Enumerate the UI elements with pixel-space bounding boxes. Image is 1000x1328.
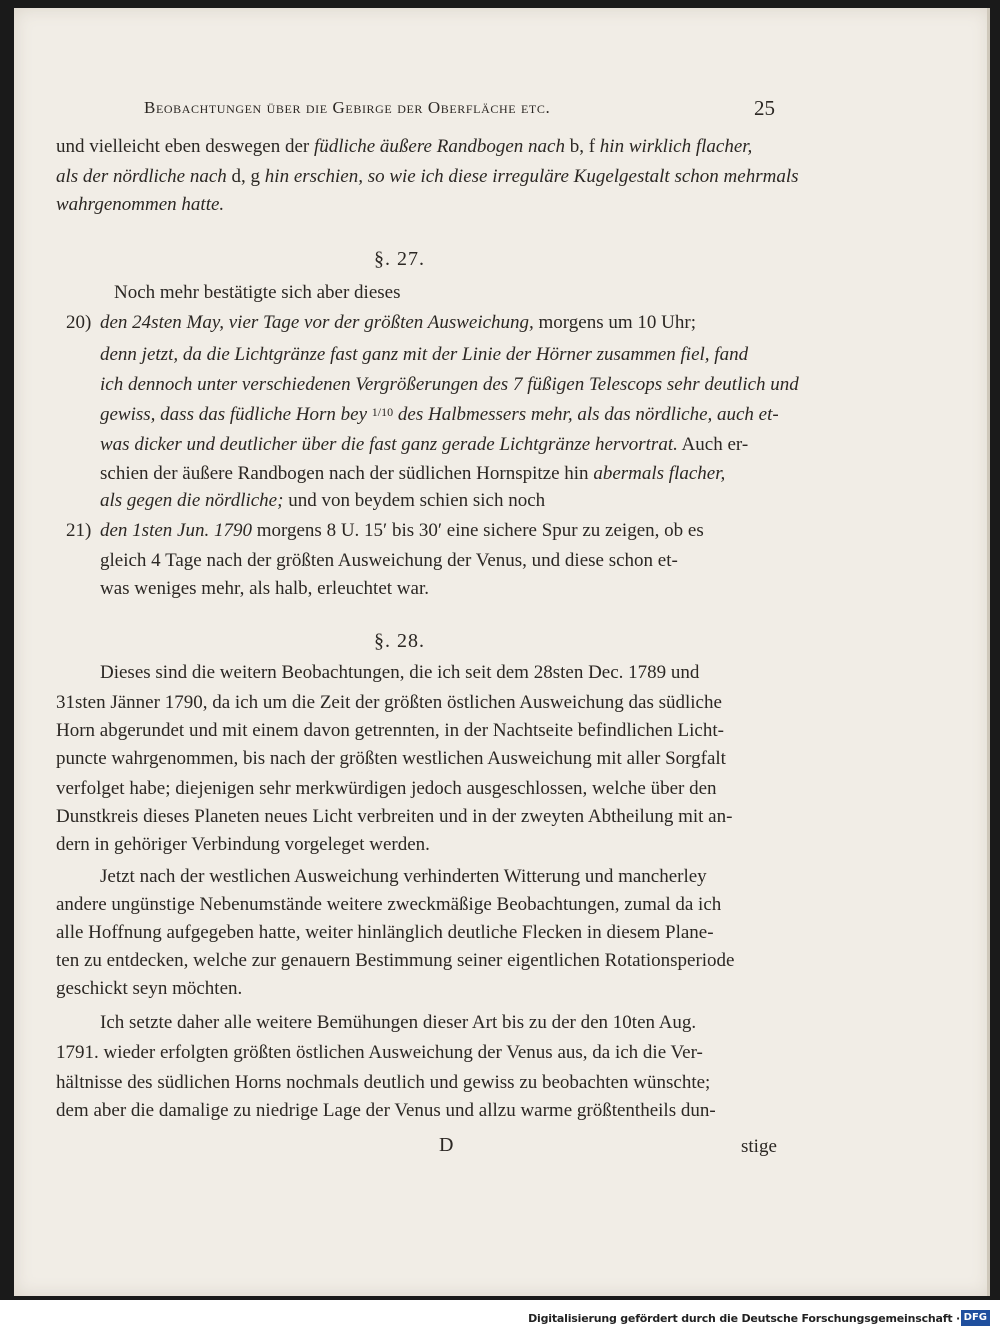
text-line	[100, 434, 980, 456]
page-edge	[987, 8, 990, 1296]
page-number: 25	[754, 96, 775, 120]
text-run: Auch er-	[677, 434, 749, 455]
text-run: und von beydem schien sich noch	[283, 490, 546, 511]
text-line: Jetzt nach der westlichen Ausweichung verhinderten Witterung und mancherley	[100, 866, 707, 887]
text-line	[100, 463, 980, 485]
text-line: verfolget habe; diejenigen sehr merkwürdigen jedoch ausgeschlossen, welche über den	[56, 778, 717, 799]
text-line: 1791. wieder erfolgten größten östlichen Ausweichung der Venus aus, da ich die Ver-	[56, 1042, 703, 1063]
text-line	[56, 136, 936, 158]
text-run: den 24sten May, vier Tage vor der größten Ausweichung,	[100, 312, 534, 333]
text-line: Noch mehr bestätigte sich aber dieses	[114, 282, 401, 303]
credit-text: Digitalisierung gefördert durch die Deutsche Forschungsgemeinschaft ·	[528, 1312, 960, 1325]
text-line: gleich 4 Tage nach der größten Ausweichung der Venus, und diese schon et-	[100, 550, 678, 571]
text-line	[100, 490, 980, 512]
text-line: Dieses sind die weitern Beobachtungen, die ich seit dem 28sten Dec. 1789 und	[100, 662, 700, 683]
text-line: dem aber die damalige zu niedrige Lage der Venus und allzu warme größtentheils dun-	[56, 1100, 716, 1121]
text-line: 31sten Jänner 1790, da ich um die Zeit der größten östlichen Ausweichung das südliche	[56, 692, 722, 713]
text-run: und vielleicht eben deswegen der	[56, 136, 314, 157]
text-line	[56, 194, 936, 216]
text-line: Dunstkreis dieses Planeten neues Licht verbreiten und in der zweyten Abtheilung mit an-	[56, 806, 733, 827]
text-run: morgens 8 U. 15′ bis 30′ eine sichere Spur zu zeigen, ob es	[251, 520, 704, 541]
text-run: d, g	[226, 166, 265, 187]
text-run: gewiss, dass das füdliche Horn bey	[100, 404, 372, 425]
text-run: als gegen die nördliche;	[100, 490, 284, 511]
text-line: geschickt seyn möchten.	[56, 978, 243, 999]
text-line	[100, 312, 980, 334]
text-line: Horn abgerundet und mit einem davon getrennten, in der Nachtseite befindlichen Licht-	[56, 720, 724, 741]
text-line: andere ungünstige Nebenumstände weitere zweckmäßige Beobachtungen, zumal da ich	[56, 894, 722, 915]
text-run: hin erschien, so wie ich diese irreguläre Kugelgestalt schon mehrmals	[264, 166, 799, 187]
text-line: ten zu entdecken, welche zur genauern Bestimmung seiner eigentlichen Rotationsperiode	[56, 950, 735, 971]
section-title: §. 27.	[374, 248, 425, 270]
dfg-logo[interactable]: DFG	[961, 1310, 990, 1326]
text-run: hin wirklich flacher,	[599, 136, 753, 157]
text-line	[56, 166, 936, 188]
list-item-number: 21)	[66, 520, 92, 541]
catchword: stige	[741, 1136, 777, 1157]
text-run: füdliche äußere Randbogen nach	[313, 136, 565, 157]
text-run: b, f	[564, 136, 600, 157]
text-line: alle Hoffnung aufgegeben hatte, weiter hinlänglich deutliche Flecken in diesem Plane-	[56, 922, 714, 943]
signature-mark: D	[439, 1134, 454, 1156]
text-run: des Halbmessers mehr, als das nördliche, auch et-	[393, 404, 779, 425]
text-run: was dicker und deutlicher über die fast ganz gerade Lichtgränze hervortrat.	[100, 434, 678, 455]
text-line: Ich setzte daher alle weitere Bemühungen dieser Art bis zu der den 10ten Aug.	[100, 1012, 697, 1033]
credit-bar	[0, 1300, 1000, 1328]
text-run: abermals flacher,	[593, 463, 726, 484]
text-line: was weniges mehr, als halb, erleuchtet war.	[100, 578, 429, 599]
text-run: morgens um 10 Uhr;	[533, 312, 696, 333]
list-item-number: 20)	[66, 312, 92, 333]
fraction: 1/10	[371, 405, 394, 419]
text-line: denn jetzt, da die Lichtgränze fast ganz mit der Linie der Hörner zusammen fiel, fand	[100, 344, 749, 365]
text-run: wahrgenommen hatte.	[56, 194, 225, 215]
running-head: Beobachtungen über die Gebirge der Oberfläche etc.	[144, 98, 551, 117]
text-run: schien der äußere Randbogen nach der südlichen Hornspitze hin	[100, 463, 594, 484]
text-run: den 1sten Jun. 1790	[100, 520, 252, 541]
section-title: §. 28.	[374, 630, 425, 652]
book-page	[14, 8, 990, 1296]
text-line	[100, 404, 980, 426]
text-run: als der nördliche nach	[56, 166, 227, 187]
text-line: puncte wahrgenommen, bis nach der größten westlichen Ausweichung mit aller Sorgfalt	[56, 748, 726, 769]
text-line: hältnisse des südlichen Horns nochmals deutlich und gewiss zu beobachten wünschte;	[56, 1072, 711, 1093]
text-line	[100, 520, 980, 542]
text-line: ich dennoch unter verschiedenen Vergrößerungen des 7 füßigen Telescops sehr deutlich und	[100, 374, 799, 395]
text-line: dern in gehöriger Verbindung vorgeleget werden.	[56, 834, 430, 855]
